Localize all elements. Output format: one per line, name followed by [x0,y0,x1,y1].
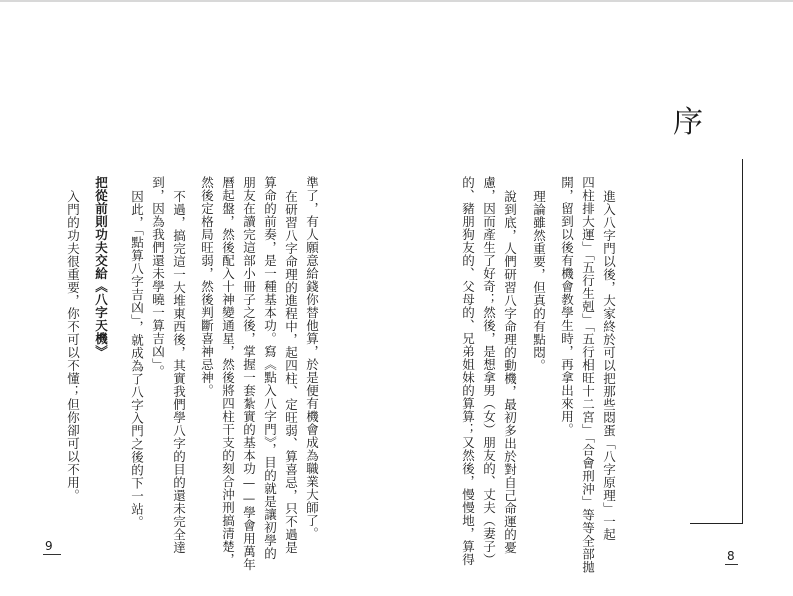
text-column-15: 到，因為我們還未學曉一算吉凶」。 [150,176,166,378]
text-column-2: 四柱排大運」「五行生剋」「五行相旺十二宮」「合會刑沖」等等全部拋 [580,176,596,574]
text-column-12: 曆起盤，然後配入十神變通星，然後將四柱干支的刻合沖刑搞清楚， [220,176,236,566]
text-column-11: 朋友在讀完這部小冊子之後，掌握一套紮實的基本功——學會用萬年 [241,176,257,571]
section-heading: 把從前則功夫交給《八字天機》 [93,176,109,358]
text-column-10: 算命的前奏，是一種基本功。寫《點入八字門》，目的就是讓初學的 [262,176,278,560]
text-column-3: 開，留到以後有機會教學生時，再拿出來用。 [559,176,575,436]
page-title: 序 [673,105,703,140]
text-column-4: 理論雖然重要，但真的有點悶。 [531,190,547,372]
text-column-7: 的、豬朋狗友的、父母的、兄弟姐妹的算算；又然後，慢慢地，算得 [460,176,476,566]
text-column-9: 在研習八字命理的進程中，起四柱、定旺弱、算喜忌，只不過是 [283,190,299,554]
text-column-18: 入門的功夫很重要，你不可以不懂；但你卻可以不用。 [65,190,81,502]
text-column-5: 說到底，人們研習八字命理的動機，最初多出於對自己命運的憂 [502,190,518,554]
text-column-1: 進入八字門以後，大家終於可以把那些悶蛋「八字原理」一起 [601,190,617,541]
title-horizontal-rule [690,523,743,524]
text-column-16: 因此，「點算八字吉凶」，就成為了八字入門之後的下一站。 [129,190,145,529]
page-number-right: 8 [725,549,738,565]
title-vertical-rule [742,159,743,524]
text-column-13: 然後定格局旺弱，然後判斷喜神忌神。 [199,176,215,397]
text-column-14: 不過，搞完這一大堆東西後，其實我們學八字的目的還未完全達 [171,190,187,554]
text-column-6: 慮，因而產生了好奇；然後，是想拿男（女）朋友的、丈夫（妻子） [481,176,497,566]
text-column-8: 準了，有人願意給錢你替他算，於是便有機會成為職業大師了。 [304,176,320,540]
page-number-left: 9 [43,539,61,555]
